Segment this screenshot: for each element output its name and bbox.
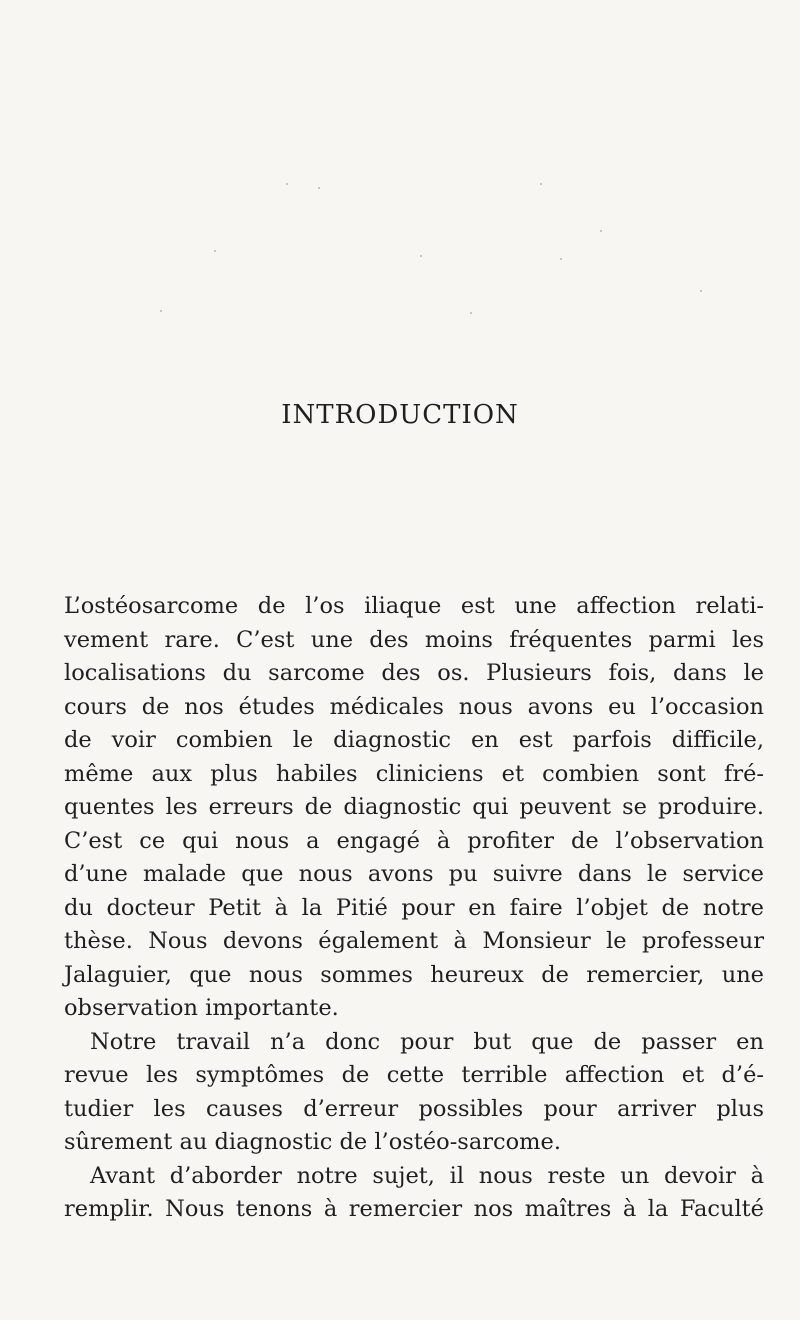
scan-speck <box>420 255 422 257</box>
text-line: Avant d’aborder notre sujet, il nous reste un devoir à <box>90 1162 764 1189</box>
text-line: du docteur Petit à la Pitié pour en faire l’objet de notre <box>64 894 764 921</box>
text-line: L’ostéosarcome de l’os iliaque est une affection relati- <box>64 593 764 619</box>
scan-speck <box>540 183 542 185</box>
text-line: C’est ce qui nous a engagé à profiter de l’observation <box>64 827 764 854</box>
body-paragraphs <box>64 590 764 1227</box>
text-line: Jalaguier, que nous sommes heureux de remercier, une <box>64 961 764 988</box>
scan-speck <box>286 183 288 185</box>
scan-speck <box>700 290 702 292</box>
page-title: INTRODUCTION <box>281 400 519 430</box>
scan-speck <box>470 312 472 314</box>
text-line: localisations du sarcome des os. Plusieurs fois, dans le <box>64 660 764 686</box>
text-line: revue les symptômes de cette terrible affection et d’é- <box>64 1062 764 1088</box>
text-line: tudier les causes d’erreur possibles pour arriver plus <box>64 1095 764 1122</box>
text-line: même aux plus habiles cliniciens et combien sont fré- <box>64 760 764 787</box>
text-line: d’une malade que nous avons pu suivre dans le service <box>64 861 764 887</box>
text-line: remplir. Nous tenons à remercier nos maîtres à la Faculté <box>64 1196 764 1222</box>
text-line: quentes les erreurs de diagnostic qui peuvent se produire. <box>64 794 764 820</box>
text-line: thèse. Nous devons également à Monsieur le professeur <box>64 928 764 954</box>
scan-speck <box>318 187 320 189</box>
text-line: observation importante. <box>64 995 339 1021</box>
scan-speck <box>560 258 562 260</box>
text-line: de voir combien le diagnostic en est parfois difficile, <box>64 727 764 753</box>
text-line: cours de nos études médicales nous avons eu l’occasion <box>64 693 764 720</box>
scan-speck <box>214 250 216 252</box>
text-line: sûrement au diagnostic de l’ostéo-sarcome. <box>64 1129 561 1155</box>
text-line: Notre travail n’a donc pour but que de passer en <box>90 1028 764 1055</box>
scan-speck <box>160 310 162 312</box>
text-line: vement rare. C’est une des moins fréquentes parmi les <box>64 626 764 653</box>
scan-speck <box>600 230 602 232</box>
